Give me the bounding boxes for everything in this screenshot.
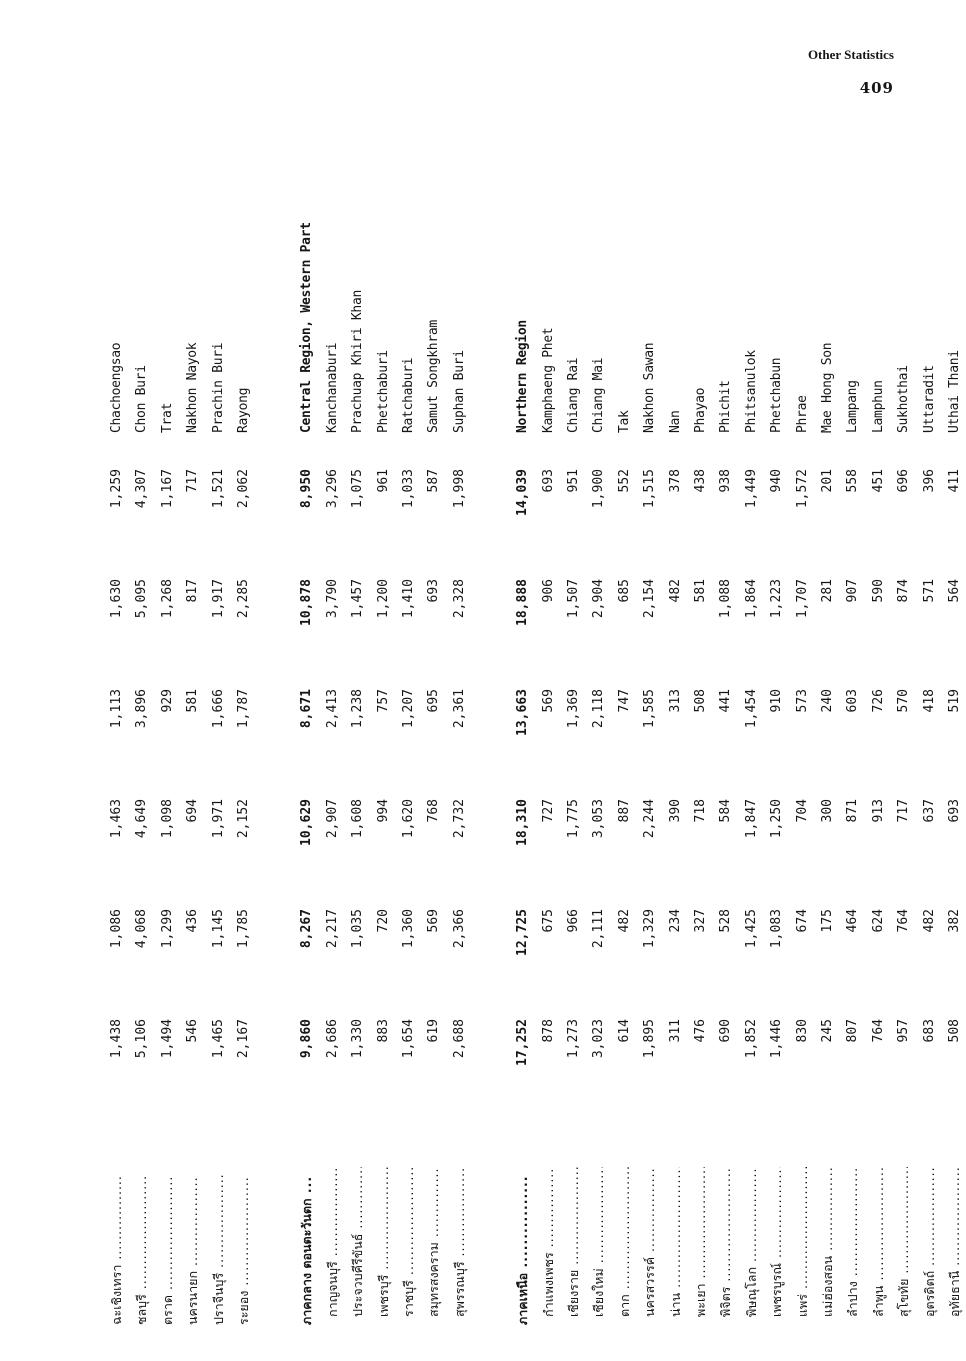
table-row (767, 125, 787, 1325)
value-cell: 1,463 (109, 799, 124, 839)
table-row (691, 125, 711, 1325)
table-row (716, 125, 736, 1325)
value-cell: 1,465 (210, 1019, 226, 1059)
value-cell: 2,907 (324, 799, 340, 839)
table-row (843, 125, 863, 1325)
value-cell: 528 (718, 909, 734, 933)
table-row (945, 125, 965, 1325)
value-cell: 1,630 (109, 579, 124, 619)
value-cell: 1,035 (350, 909, 366, 949)
value-cell: 10,878 (299, 579, 315, 626)
table-row (209, 125, 229, 1325)
value-cell: 3,790 (324, 579, 340, 619)
value-cell: 508 (693, 689, 708, 713)
thai-province-label: นครนายก ..... (183, 1175, 203, 1325)
value-cell: 464 (845, 909, 861, 933)
value-cell: 694 (185, 799, 201, 823)
table-row (158, 125, 178, 1325)
value-cell: 1,852 (743, 1019, 759, 1059)
english-province-label: Northern Region (515, 320, 531, 433)
english-province-label: Nakhon Sawan (642, 342, 658, 433)
english-province-label: Chiang Rai (566, 357, 581, 433)
table-row (793, 125, 813, 1325)
value-cell: 1,521 (210, 469, 226, 509)
table-row (323, 125, 343, 1325)
value-cell: 1,250 (769, 799, 785, 839)
value-cell: 451 (870, 469, 886, 493)
value-cell: 695 (426, 689, 442, 713)
value-cell: 929 (159, 689, 175, 713)
value-cell: 1,268 (159, 579, 175, 619)
value-cell: 757 (375, 689, 391, 713)
table-row (348, 125, 368, 1325)
value-cell: 570 (896, 689, 912, 713)
english-province-label: Lampang (845, 380, 861, 433)
value-cell: 3,896 (134, 689, 150, 729)
thai-province-label: ตราด ..... (158, 1175, 178, 1325)
value-cell: 378 (667, 469, 683, 493)
value-cell: 726 (870, 689, 886, 713)
table-row (539, 125, 559, 1325)
value-cell: 382 (947, 909, 962, 933)
value-cell: 807 (845, 1019, 861, 1043)
value-cell: 1,299 (159, 909, 175, 949)
value-cell: 1,785 (236, 909, 251, 949)
value-cell: 3,296 (324, 469, 340, 509)
table-row (374, 125, 394, 1325)
english-province-label: Kanchanaburi (324, 342, 340, 433)
value-cell: 396 (921, 469, 937, 493)
value-cell: 2,285 (236, 579, 251, 619)
english-province-label: Phichit (718, 380, 734, 433)
value-cell: 1,438 (109, 1019, 124, 1059)
thai-province-label: กาญจนบุรี ..... (323, 1167, 343, 1325)
value-cell: 1,654 (401, 1019, 416, 1059)
english-province-label: Phetchabun (769, 357, 785, 433)
value-cell: 17,252 (515, 1019, 531, 1066)
running-header-title: Other Statistics (807, 47, 894, 62)
value-cell: 614 (616, 1019, 632, 1043)
value-cell: 603 (845, 689, 861, 713)
value-cell: 1,098 (159, 799, 175, 839)
thai-province-label: แม่ฮ่องสอน ..... (818, 1167, 838, 1325)
thai-province-label: ลำพูน ..... (869, 1167, 889, 1325)
value-cell: 1,707 (794, 579, 810, 619)
value-cell: 718 (693, 799, 708, 823)
value-cell: 1,145 (210, 909, 226, 949)
value-cell: 878 (540, 1019, 556, 1043)
value-cell: 683 (921, 1019, 937, 1043)
value-cell: 2,152 (236, 799, 251, 839)
value-cell: 871 (845, 799, 861, 823)
table-row (818, 125, 838, 1325)
value-cell: 830 (794, 1019, 810, 1043)
value-cell: 482 (616, 909, 632, 933)
value-cell: 1,086 (109, 909, 124, 949)
value-cell: 441 (718, 689, 734, 713)
value-cell: 14,039 (515, 469, 531, 516)
value-cell: 2,688 (451, 1019, 467, 1059)
value-cell: 619 (426, 1019, 442, 1043)
value-cell: 675 (540, 909, 556, 933)
english-province-label: Prachin Buri (210, 342, 226, 433)
thai-province-label: สุโขทัย ..... (894, 1167, 914, 1325)
value-cell: 411 (947, 469, 962, 493)
value-cell: 2,904 (591, 579, 607, 619)
value-cell: 3,053 (591, 799, 607, 839)
value-cell: 2,361 (451, 689, 467, 729)
value-cell: 887 (616, 799, 632, 823)
table-row (297, 125, 317, 1325)
value-cell: 18,310 (515, 799, 531, 846)
value-cell: 552 (616, 469, 632, 493)
value-cell: 768 (426, 799, 442, 823)
thai-province-label: ประจวบคีรีขันธ์ ..... (348, 1167, 368, 1325)
english-province-label: Nan (667, 410, 683, 433)
thai-province-label: อุทัยธานี ..... (945, 1167, 965, 1325)
value-cell: 18,888 (515, 579, 531, 626)
table-row (450, 125, 470, 1325)
value-cell: 2,328 (451, 579, 467, 619)
thai-province-label: อุตรดิตถ์ ..... (920, 1167, 940, 1325)
english-province-label: Uttaradit (921, 365, 937, 433)
value-cell: 693 (947, 799, 962, 823)
value-cell: 519 (947, 689, 962, 713)
value-cell: 2,111 (591, 909, 607, 949)
value-cell: 910 (769, 689, 785, 713)
english-province-label: Phitsanulok (743, 350, 759, 433)
table-row (615, 125, 635, 1325)
table-row (920, 125, 940, 1325)
value-cell: 717 (185, 469, 201, 493)
value-cell: 5,106 (134, 1019, 150, 1059)
thai-province-label: พิษณุโลก ..... (742, 1167, 762, 1325)
thai-province-label: สุพรรณบุรี ..... (450, 1167, 470, 1325)
value-cell: 1,167 (159, 469, 175, 509)
value-cell: 1,917 (210, 579, 226, 619)
value-cell: 674 (794, 909, 810, 933)
thai-province-label: เชียงราย ..... (564, 1167, 584, 1325)
value-cell: 581 (185, 689, 201, 713)
value-cell: 2,062 (236, 469, 251, 509)
value-cell: 476 (693, 1019, 708, 1043)
english-province-label: Phayao (693, 387, 708, 433)
value-cell: 573 (794, 689, 810, 713)
english-province-label: Phetchaburi (375, 350, 391, 433)
value-cell: 685 (616, 579, 632, 603)
value-cell: 994 (375, 799, 391, 823)
value-cell: 2,732 (451, 799, 467, 839)
english-province-label: Lamphun (870, 380, 886, 433)
english-province-label: Chon Buri (134, 365, 150, 433)
english-province-label: Kamphaeng Phet (540, 327, 556, 433)
value-cell: 747 (616, 689, 632, 713)
value-cell: 696 (896, 469, 912, 493)
table-row (894, 125, 914, 1325)
english-province-label: Central Region, Western Part (299, 222, 315, 433)
english-province-label: Tak (616, 410, 632, 433)
value-cell: 8,267 (299, 909, 315, 949)
value-cell: 240 (820, 689, 835, 713)
value-cell: 1,895 (642, 1019, 658, 1059)
value-cell: 940 (769, 469, 785, 493)
value-cell: 1,223 (769, 579, 785, 619)
value-cell: 311 (667, 1019, 683, 1043)
value-cell: 281 (820, 579, 835, 603)
value-cell: 436 (185, 909, 201, 933)
value-cell: 4,649 (134, 799, 150, 839)
value-cell: 12,725 (515, 909, 531, 956)
page-number: 409 (859, 79, 894, 97)
value-cell: 1,971 (210, 799, 226, 839)
english-province-label: Prachuap Khiri Khan (350, 289, 366, 433)
table-row (107, 125, 127, 1325)
thai-province-label: ปราจีนบุรี ..... (209, 1175, 229, 1325)
value-cell: 234 (667, 909, 683, 933)
value-cell: 1,083 (769, 909, 785, 949)
value-cell: 690 (718, 1019, 734, 1043)
table-row (589, 125, 609, 1325)
thai-province-label: ลำปาง ..... (843, 1167, 863, 1325)
value-cell: 4,068 (134, 909, 150, 949)
english-province-label: Chachoengsao (109, 342, 124, 433)
value-cell: 1,449 (743, 469, 759, 509)
english-province-label: Uthai Thani (947, 350, 962, 433)
table-row (869, 125, 889, 1325)
value-cell: 637 (921, 799, 937, 823)
value-cell: 1,585 (642, 689, 658, 729)
thai-province-label: ระยอง ..... (234, 1175, 254, 1325)
value-cell: 1,847 (743, 799, 759, 839)
value-cell: 938 (718, 469, 734, 493)
english-province-label: Phrae (794, 395, 810, 433)
table-row (424, 125, 444, 1325)
value-cell: 1,775 (566, 799, 581, 839)
value-cell: 201 (820, 469, 835, 493)
value-cell: 2,413 (324, 689, 340, 729)
value-cell: 327 (693, 909, 708, 933)
value-cell: 1,425 (743, 909, 759, 949)
value-cell: 874 (896, 579, 912, 603)
value-cell: 906 (540, 579, 556, 603)
value-cell: 438 (693, 469, 708, 493)
value-cell: 2,167 (236, 1019, 251, 1059)
thai-province-label: เชียงใหม่ ..... (589, 1167, 609, 1325)
value-cell: 1,259 (109, 469, 124, 509)
value-cell: 1,369 (566, 689, 581, 729)
value-cell: 1,113 (109, 689, 124, 729)
value-cell: 1,787 (236, 689, 251, 729)
statistics-table (52, 125, 962, 1325)
value-cell: 313 (667, 689, 683, 713)
value-cell: 1,200 (375, 579, 391, 619)
value-cell: 1,620 (401, 799, 416, 839)
value-cell: 1,457 (350, 579, 366, 619)
value-cell: 693 (426, 579, 442, 603)
table-row (742, 125, 762, 1325)
value-cell: 764 (870, 1019, 886, 1043)
thai-province-label: กำแพงเพชร ..... (539, 1167, 559, 1325)
english-province-label: Chiang Mai (591, 357, 607, 433)
value-cell: 1,666 (210, 689, 226, 729)
value-cell: 569 (426, 909, 442, 933)
value-cell: 1,033 (401, 469, 416, 509)
value-cell: 546 (185, 1019, 201, 1043)
value-cell: 569 (540, 689, 556, 713)
value-cell: 913 (870, 799, 886, 823)
value-cell: 1,507 (566, 579, 581, 619)
value-cell: 245 (820, 1019, 835, 1043)
english-province-label: Trat (159, 402, 175, 433)
table-row (399, 125, 419, 1325)
value-cell: 558 (845, 469, 861, 493)
thai-province-label: ภาคกลาง ตอนตะวันตก ..... (297, 1175, 317, 1325)
english-province-label: Rayong (236, 387, 251, 433)
thai-province-label: แพร่ ..... (793, 1167, 813, 1325)
english-province-label: Nakhon Nayok (185, 342, 201, 433)
value-cell: 1,864 (743, 579, 759, 619)
value-cell: 1,273 (566, 1019, 581, 1059)
table-row (132, 125, 152, 1325)
value-cell: 1,330 (350, 1019, 366, 1059)
value-cell: 584 (718, 799, 734, 823)
value-cell: 13,663 (515, 689, 531, 736)
thai-province-label: เพชรบูรณ์ ..... (767, 1167, 787, 1325)
thai-province-label: ฉะเชิงเทรา ..... (107, 1175, 127, 1325)
value-cell: 587 (426, 469, 442, 493)
thai-province-label: นครสวรรค์ ..... (640, 1167, 660, 1325)
table-row (640, 125, 660, 1325)
value-cell: 1,494 (159, 1019, 175, 1059)
value-cell: 2,686 (324, 1019, 340, 1059)
value-cell: 1,238 (350, 689, 366, 729)
thai-province-label: เพชรบุรี ..... (374, 1167, 394, 1325)
value-cell: 817 (185, 579, 201, 603)
value-cell: 482 (921, 909, 937, 933)
value-cell: 907 (845, 579, 861, 603)
value-cell: 508 (947, 1019, 962, 1043)
english-province-label: Mae Hong Son (820, 342, 835, 433)
value-cell: 2,217 (324, 909, 340, 949)
value-cell: 1,360 (401, 909, 416, 949)
value-cell: 300 (820, 799, 835, 823)
value-cell: 717 (896, 799, 912, 823)
value-cell: 693 (540, 469, 556, 493)
value-cell: 4,307 (134, 469, 150, 509)
english-province-label: Suphan Buri (451, 350, 467, 433)
value-cell: 1,998 (451, 469, 467, 509)
value-cell: 2,154 (642, 579, 658, 619)
value-cell: 8,950 (299, 469, 315, 509)
value-cell: 175 (820, 909, 835, 933)
value-cell: 1,075 (350, 469, 366, 509)
table-row (666, 125, 686, 1325)
value-cell: 9,860 (299, 1019, 315, 1059)
value-cell: 10,629 (299, 799, 315, 846)
value-cell: 390 (667, 799, 683, 823)
value-cell: 727 (540, 799, 556, 823)
thai-province-label: น่าน ..... (666, 1167, 686, 1325)
value-cell: 704 (794, 799, 810, 823)
value-cell: 1,446 (769, 1019, 785, 1059)
value-cell: 720 (375, 909, 391, 933)
english-province-label: Ratchaburi (401, 357, 416, 433)
value-cell: 1,608 (350, 799, 366, 839)
english-province-label: Sukhothai (896, 365, 912, 433)
value-cell: 961 (375, 469, 391, 493)
value-cell: 1,515 (642, 469, 658, 509)
value-cell: 590 (870, 579, 886, 603)
value-cell: 883 (375, 1019, 391, 1043)
value-cell: 1,410 (401, 579, 416, 619)
value-cell: 2,244 (642, 799, 658, 839)
value-cell: 951 (566, 469, 581, 493)
value-cell: 2,118 (591, 689, 607, 729)
thai-province-label: พิจิตร ..... (716, 1167, 736, 1325)
table-row (183, 125, 203, 1325)
value-cell: 1,088 (718, 579, 734, 619)
value-cell: 8,671 (299, 689, 315, 729)
value-cell: 1,454 (743, 689, 759, 729)
value-cell: 581 (693, 579, 708, 603)
value-cell: 5,095 (134, 579, 150, 619)
table-row (513, 125, 533, 1325)
value-cell: 564 (947, 579, 962, 603)
thai-province-label: ตาก ..... (615, 1167, 635, 1325)
value-cell: 966 (566, 909, 581, 933)
value-cell: 482 (667, 579, 683, 603)
value-cell: 571 (921, 579, 937, 603)
english-province-label: Samut Songkhram (426, 320, 442, 433)
value-cell: 3,023 (591, 1019, 607, 1059)
table-row (234, 125, 254, 1325)
thai-province-label: ราชบุรี ..... (399, 1167, 419, 1325)
value-cell: 624 (870, 909, 886, 933)
value-cell: 1,900 (591, 469, 607, 509)
value-cell: 418 (921, 689, 937, 713)
value-cell: 764 (896, 909, 912, 933)
thai-province-label: ภาคเหนือ ..... (513, 1175, 533, 1325)
value-cell: 1,329 (642, 909, 658, 949)
thai-province-label: สมุทรสงคราม ..... (424, 1167, 444, 1325)
thai-province-label: พะเยา ..... (691, 1167, 711, 1325)
value-cell: 1,207 (401, 689, 416, 729)
thai-province-label: ชลบุรี ..... (132, 1175, 152, 1325)
value-cell: 957 (896, 1019, 912, 1043)
value-cell: 2,366 (451, 909, 467, 949)
value-cell: 1,572 (794, 469, 810, 509)
table-row (564, 125, 584, 1325)
